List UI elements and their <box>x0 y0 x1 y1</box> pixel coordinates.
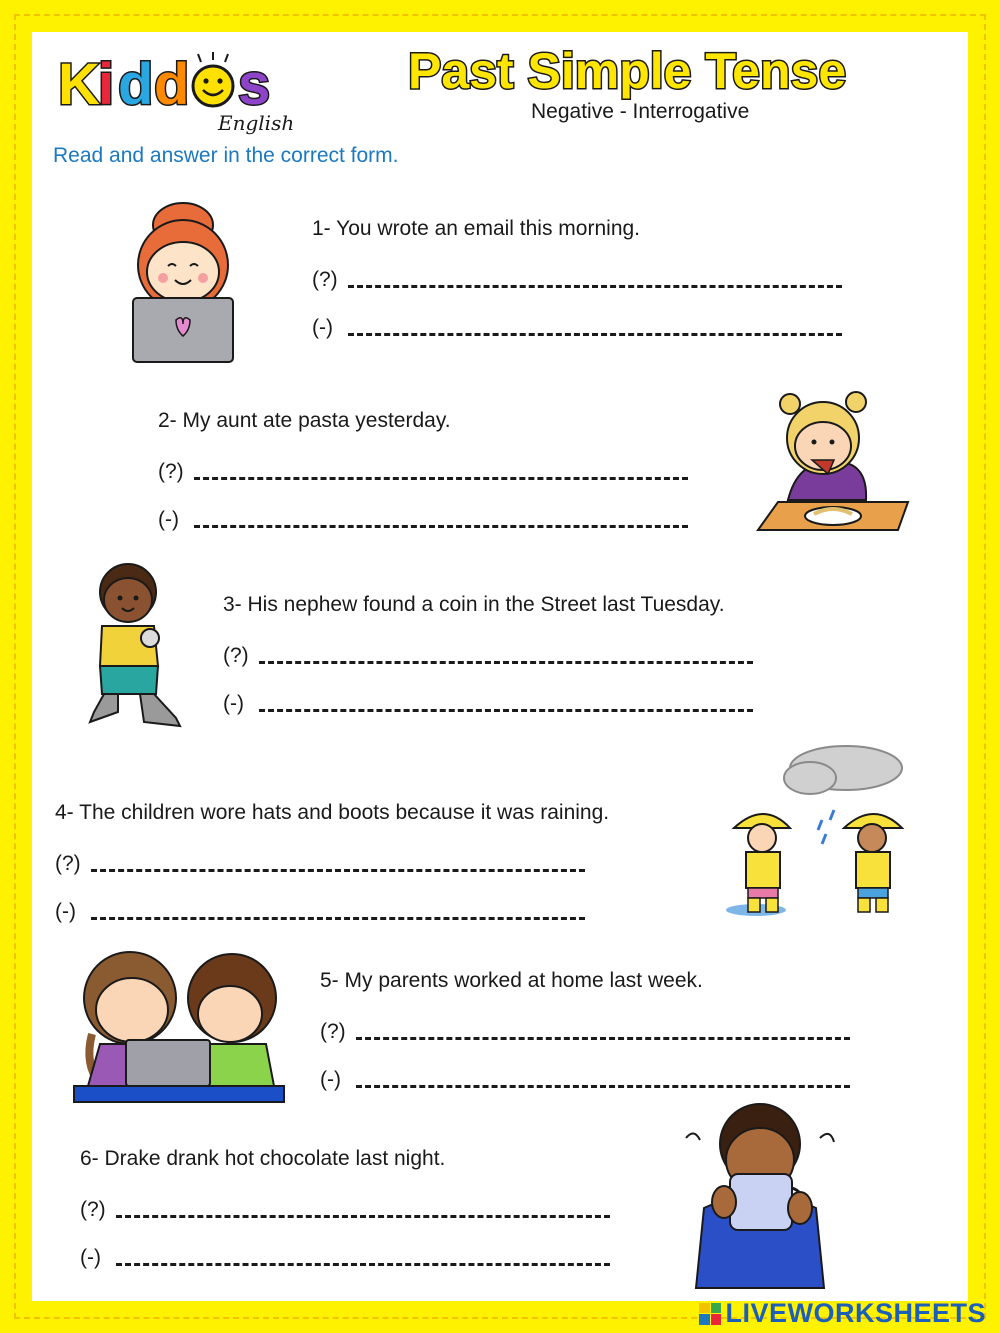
question-1 <box>312 214 842 340</box>
interrogative-answer-field[interactable] <box>348 274 842 288</box>
boy-holding-coin-icon <box>84 562 184 734</box>
question-prompt: 1- You wrote an email this morning. <box>312 217 641 240</box>
question-prompt: 2- My aunt ate pasta yesterday. <box>158 409 451 432</box>
logo-subtext: English <box>218 111 295 135</box>
interrogative-answer-row <box>312 244 842 292</box>
negative-marker: (-) <box>320 1068 341 1091</box>
svg-text:d: d <box>118 52 154 117</box>
children-in-rain-icon <box>726 742 914 918</box>
negative-answer-row <box>55 876 609 924</box>
interrogative-answer-row <box>158 436 688 484</box>
page-title <box>400 38 900 104</box>
interrogative-answer-field[interactable] <box>116 1204 610 1218</box>
interrogative-answer-field[interactable] <box>259 650 753 664</box>
interrogative-answer-row <box>320 996 850 1044</box>
negative-answer-field[interactable] <box>91 906 585 920</box>
interrogative-answer-row <box>80 1174 610 1222</box>
negative-answer-field[interactable] <box>356 1074 850 1088</box>
question-prompt: 6- Drake drank hot chocolate last night. <box>80 1147 446 1170</box>
interrogative-marker: (?) <box>320 1020 346 1043</box>
brand-name: LIVEWORKSHEETS <box>725 1298 986 1328</box>
question-prompt: 5- My parents worked at home last week. <box>320 969 703 992</box>
smiley-icon <box>193 66 233 106</box>
question-2 <box>158 406 688 532</box>
svg-text:s: s <box>238 52 271 117</box>
question-5 <box>320 966 850 1092</box>
girl-with-laptop-icon <box>128 190 238 365</box>
instructions-text: Read and answer in the correct form. <box>53 144 399 167</box>
boy-drinking-mug-icon <box>684 1098 836 1294</box>
negative-answer-row <box>158 484 688 532</box>
interrogative-answer-field[interactable] <box>194 466 688 480</box>
question-prompt: 3- His nephew found a coin in the Street last Tuesday. <box>223 593 725 616</box>
kiddos-logo <box>58 48 308 138</box>
interrogative-marker: (?) <box>55 852 81 875</box>
interrogative-answer-field[interactable] <box>91 858 585 872</box>
question-prompt: 4- The children wore hats and boots because it was raining. <box>55 801 610 824</box>
kids-with-tablet-icon <box>70 944 286 1106</box>
interrogative-answer-field[interactable] <box>356 1026 850 1040</box>
question-4 <box>55 798 609 924</box>
negative-marker: (-) <box>55 900 76 923</box>
question-6 <box>80 1144 610 1270</box>
interrogative-answer-row <box>55 828 609 876</box>
interrogative-marker: (?) <box>80 1198 106 1221</box>
negative-answer-row <box>320 1044 850 1092</box>
negative-answer-row <box>223 668 753 716</box>
negative-answer-row <box>80 1222 610 1270</box>
interrogative-marker: (?) <box>158 460 184 483</box>
interrogative-answer-row <box>223 620 753 668</box>
negative-marker: (-) <box>312 316 333 339</box>
liveworksheets-logo-icon <box>699 1303 721 1325</box>
negative-marker: (-) <box>223 692 244 715</box>
svg-text:d: d <box>154 52 190 117</box>
negative-marker: (-) <box>158 508 179 531</box>
svg-text:K: K <box>58 52 100 117</box>
svg-text:i: i <box>98 52 115 117</box>
liveworksheets-brand[interactable] <box>699 1298 986 1329</box>
negative-answer-field[interactable] <box>348 322 842 336</box>
page-subtitle: Negative - Interrogative <box>531 100 750 123</box>
svg-text:Past Simple Tense: Past Simple Tense <box>408 43 847 99</box>
negative-answer-field[interactable] <box>194 514 688 528</box>
negative-marker: (-) <box>80 1246 101 1269</box>
girl-eating-pasta-icon <box>748 390 914 536</box>
negative-answer-field[interactable] <box>116 1252 610 1266</box>
negative-answer-row <box>312 292 842 340</box>
interrogative-marker: (?) <box>312 268 338 291</box>
interrogative-marker: (?) <box>223 644 249 667</box>
question-3 <box>223 590 753 716</box>
negative-answer-field[interactable] <box>259 698 753 712</box>
